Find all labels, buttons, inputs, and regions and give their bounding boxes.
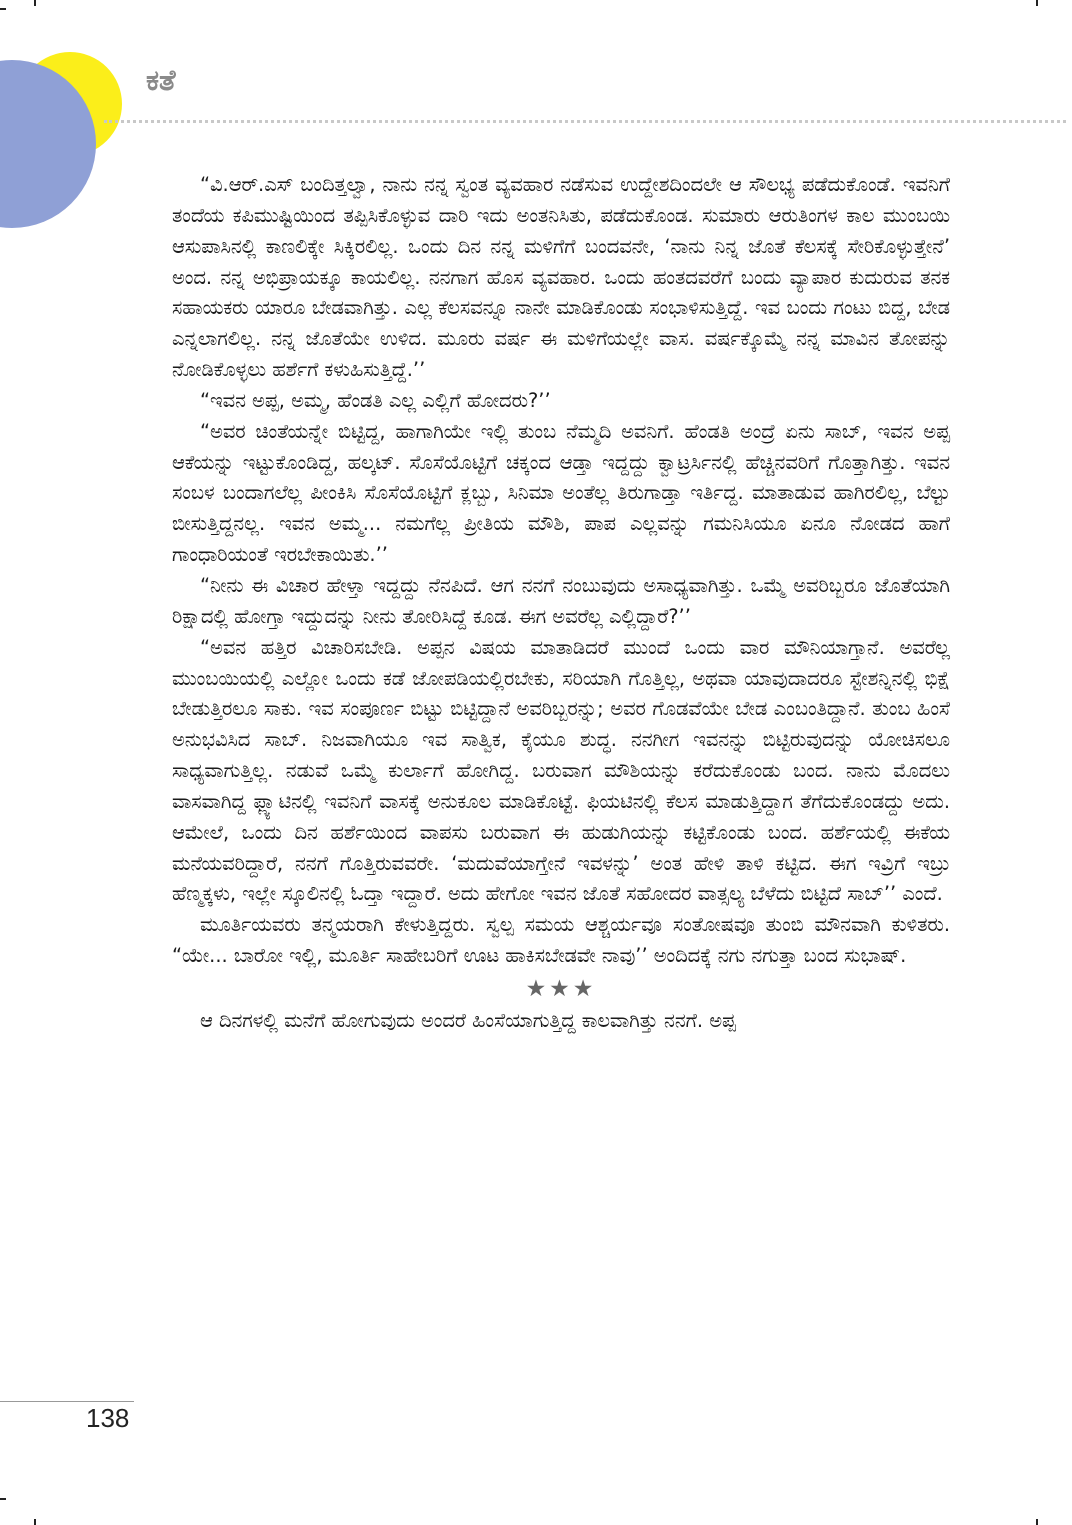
paragraph: “ಅವರ ಚಿಂತೆಯನ್ನೇ ಬಿಟ್ಟಿದ್ದ, ಹಾಗಾಗಿಯೇ ಇಲ್ಲಿ ತುಂಬ ನೆಮ್ಮದಿ ಅವನಿಗೆ. ಹೆಂಡತಿ ಅಂದ್ರೆ ಏನು ಸಾಬ್, ಇವನ ಅಪ್ಪ ಆಕೆಯನ್ನು ಇಟ್ಟುಕೊಂಡಿದ್ದ, ಹಲ್ಕಟ್. ಸೊಸೆಯೊಟ್ಟಿಗೆ ಚಕ್ಕಂದ ಆಡ್ತಾ ಇದ್ದದ್ದು ಕ್ವಾಟ್ರರ್ಸಿನಲ್ಲಿ ಹೆಚ್ಚಿನವರಿಗೆ ಗೊತ್ತಾಗಿತ್ತು. ಇವನ ಸಂಬಳ ಬಂದಾಗಲೆಲ್ಲ ಪೀಂಕಿಸಿ ಸೊಸೆಯೊಟ್ಟಿಗೆ ಕ್ಲಬ್ಬು, ಸಿನಿಮಾ ಅಂತೆಲ್ಲ ತಿರುಗಾಡ್ತಾ ಇರ್ತಿದ್ದ. ಮಾತಾಡುವ ಹಾಗಿರಲಿಲ್ಲ, ಬೆಲ್ಟು ಬೀಸುತ್ತಿದ್ದನಲ್ಲ. ಇವನ ಅಮ್ಮ... ನಮಗೆಲ್ಲ ಪ್ರೀತಿಯ ಮೌಶಿ, ಪಾಪ ಎಲ್ಲವನ್ನು ಗಮನಿಸಿಯೂ ಏನೂ ನೋಡದ ಹಾಗೆ ಗಾಂಧಾರಿಯಂತೆ ಇರಬೇಕಾಯಿತು.’’ [172,419,950,567]
paragraph: “ನೀನು ಈ ವಿಚಾರ ಹೇಳ್ತಾ ಇದ್ದದ್ದು ನೆನಪಿದೆ. ಆಗ ನನಗೆ ನಂಬುವುದು ಅಸಾಧ್ಯವಾಗಿತ್ತು. ಒಮ್ಮೆ ಅವರಿಬ್ಬರೂ ಜೊತೆಯಾಗಿ ರಿಕ್ಷಾದಲ್ಲಿ ಹೋಗ್ತಾ ಇದ್ದುದನ್ನು ನೀನು ತೋರಿಸಿದ್ದೆ ಕೂಡ. ಈಗ ಅವರೆಲ್ಲ ಎಲ್ಲಿದ್ದಾರೆ?’’ [172,573,950,628]
crop-mark-bottom-right [1036,1519,1038,1525]
paragraph: “ಇವನ ಅಪ್ಪ, ಅಮ್ಮ, ಹೆಂಡತಿ ಎಲ್ಲ ಎಲ್ಲಿಗೆ ಹೋದರು?’’ [200,388,551,412]
crop-mark-top-left [0,8,6,10]
paragraph: “ವಿ.ಆರ್.ಎಸ್ ಬಂದಿತ್ತಲ್ವಾ, ನಾನು ನನ್ನ ಸ್ವಂತ ವ್ಯವಹಾರ ನಡೆಸುವ ಉದ್ದೇಶದಿಂದಲೇ ಆ ಸೌಲಭ್ಯ ಪಡೆದುಕೊಂಡೆ. ಇವನಿಗೆ ತಂದೆಯ ಕಪಿಮುಷ್ಟಿಯಿಂದ ತಪ್ಪಿಸಿಕೊಳ್ಳುವ ದಾರಿ ಇದು ಅಂತನಿಸಿತು, ಪಡೆದುಕೊಂಡ. ಸುಮಾರು ಆರುತಿಂಗಳ ಕಾಲ ಮುಂಬಯಿ ಆಸುಪಾಸಿನಲ್ಲಿ ಕಾಣಲಿಕ್ಕೇ ಸಿಕ್ಕಿರಲಿಲ್ಲ. ಒಂದು ದಿನ ನನ್ನ ಮಳಿಗೆಗೆ ಬಂದವನೇ, ‘ನಾನು ನಿನ್ನ ಜೊತೆ ಕೆಲಸಕ್ಕೆ ಸೇರಿಕೊಳ್ಳುತ್ತೇನೆ’ ಅಂದ. ನನ್ನ ಅಭಿಪ್ರಾಯಕ್ಕೂ ಕಾಯಲಿಲ್ಲ. ನನಗಾಗ ಹೊಸ ವ್ಯವಹಾರ. ಒಂದು ಹಂತದವರೆಗೆ ಬಂದು ವ್ಯಾಪಾರ ಕುದುರುವ ತನಕ ಸಹಾಯಕರು ಯಾರೂ ಬೇಡವಾಗಿತ್ತು. ಎಲ್ಲ ಕೆಲಸವನ್ನೂ ನಾನೇ ಮಾಡಿಕೊಂಡು ಸಂಭಾಳಿಸುತ್ತಿದ್ದೆ. ಇವ ಬಂದು ಗಂಟು ಬಿದ್ದ, ಬೇಡ ಎನ್ನಲಾಗಲಿಲ್ಲ. ನನ್ನ ಜೊತೆಯೇ ಉಳಿದ. ಮೂರು ವರ್ಷ ಈ ಮಳಿಗೆಯಲ್ಲೇ ವಾಸ. ವರ್ಷಕ್ಕೊಮ್ಮೆ ನನ್ನ ಮಾವಿನ ತೋಪನ್ನು ನೋಡಿಕೊಳ್ಳಲು ಹರ್ಶೆಗೆ ಕಳುಹಿಸುತ್ತಿದ್ದೆ.’’ [172,173,950,382]
story-body [172,170,950,1037]
page-number: 138 [86,1403,130,1433]
footer-rule [0,1401,134,1402]
crop-mark-bottom-left [0,1498,6,1500]
section-label: ಕತೆ [146,63,176,97]
crop-mark-top-left-v [34,0,36,6]
crop-mark-bottom-left-v [34,1519,36,1525]
paragraph: “ಅವನ ಹತ್ತಿರ ವಿಚಾರಿಸಬೇಡಿ. ಅಪ್ಪನ ವಿಷಯ ಮಾತಾಡಿದರೆ ಮುಂದೆ ಒಂದು ವಾರ ಮೌನಿಯಾಗ್ತಾನೆ. ಅವರೆಲ್ಲ ಮುಂಬಯಿಯಲ್ಲಿ ಎಲ್ಲೋ ಒಂದು ಕಡೆ ಜೋಪಡಿಯಲ್ಲಿರಬೇಕು, ಸರಿಯಾಗಿ ಗೊತ್ತಿಲ್ಲ, ಅಥವಾ ಯಾವುದಾದರೂ ಸ್ಟೇಶನ್ನಿನಲ್ಲಿ ಭಿಕ್ಷೆ ಬೇಡುತ್ತಿರಲೂ ಸಾಕು. ಇವ ಸಂಪೂರ್ಣ ಬಿಟ್ಟು ಬಿಟ್ಟಿದ್ದಾನೆ ಅವರಿಬ್ಬರನ್ನು; ಅವರ ಗೊಡವೆಯೇ ಬೇಡ ಎಂಬಂತಿದ್ದಾನೆ. ತುಂಬ ಹಿಂಸೆ ಅನುಭವಿಸಿದ ಸಾಬ್. ನಿಜವಾಗಿಯೂ ಇವ ಸಾತ್ವಿಕ, ಕೈಯೂ ಶುದ್ಧ. ನನಗೀಗ ಇವನನ್ನು ಬಿಟ್ಟಿರುವುದನ್ನು ಯೋಚಿಸಲೂ ಸಾಧ್ಯವಾಗುತ್ತಿಲ್ಲ. ನಡುವೆ ಒಮ್ಮೆ ಕುರ್ಲಾಗೆ ಹೋಗಿದ್ದ. ಬರುವಾಗ ಮೌಶಿಯನ್ನು ಕರೆದುಕೊಂಡು ಬಂದ. ನಾನು ಮೊದಲು ವಾಸವಾಗಿದ್ದ ಫ್ಲ್ಯಾಟಿನಲ್ಲಿ ಇವನಿಗೆ ವಾಸಕ್ಕೆ ಅನುಕೂಲ ಮಾಡಿಕೊಟ್ಟೆ. ಫಿಯಟಿನಲ್ಲಿ ಕೆಲಸ ಮಾಡುತ್ತಿದ್ದಾಗ ತೆಗೆದುಕೊಂಡದ್ದು ಅದು. ಆಮೇಲೆ, ಒಂದು ದಿನ ಹರ್ಶೆಯಿಂದ ವಾಪಸು ಬರುವಾಗ ಈ ಹುಡುಗಿಯನ್ನು ಕಟ್ಟಿಕೊಂಡು ಬಂದ. ಹರ್ಶೆಯಲ್ಲಿ ಈಕೆಯ ಮನೆಯವರಿದ್ದಾರೆ, ನನಗೆ ಗೊತ್ತಿರುವವರೇ. ‘ಮದುವೆಯಾಗ್ತೇನೆ ಇವಳನ್ನು’ ಅಂತ ಹೇಳಿ ತಾಳಿ ಕಟ್ಟಿದ. ಈಗ ಇವ್ರಿಗೆ ಇಬ್ರು ಹೆಣ್ಮಕ್ಕಳು, ಇಲ್ಲೇ ಸ್ಕೂಲಿನಲ್ಲಿ ಓದ್ತಾ ಇದ್ದಾರೆ. ಅದು ಹೇಗೋ ಇವನ ಜೊತೆ ಸಹೋದರ ವಾತ್ಸಲ್ಯ ಬೆಳೆದು ಬಿಟ್ಟಿದೆ ಸಾಬ್’’ ಎಂದೆ. [172,635,950,906]
paragraph: ಮೂರ್ತಿಯವರು ತನ್ಮಯರಾಗಿ ಕೇಳುತ್ತಿದ್ದರು. ಸ್ವಲ್ಪ ಸಮಯ ಆಶ್ಚರ್ಯವೂ ಸಂತೋಷವೂ ತುಂಬಿ ಮೌನವಾಗಿ ಕುಳಿತರು. “ಯೇ... ಬಾರೋ ಇಲ್ಲಿ, ಮೂರ್ತಿ ಸಾಹೇಬರಿಗೆ ಊಟ ಹಾಕಿಸಬೇಡವೇ ನಾವು’’ ಅಂದಿದಕ್ಕೆ ನಗು ನಗುತ್ತಾ ಬಂದ ಸುಭಾಷ್. [172,913,950,968]
section-separator-stars: ★★★ [525,975,597,1002]
header-dotted-rule [104,120,1066,123]
paragraph: ಆ ದಿನಗಳಲ್ಲಿ ಮನೆಗೆ ಹೋಗುವುದು ಅಂದರೆ ಹಿಂಸೆಯಾಗುತ್ತಿದ್ದ ಕಾಲವಾಗಿತ್ತು ನನಗೆ. ಅಪ್ಪ [200,1008,736,1032]
crop-mark-top-right [1036,0,1038,6]
